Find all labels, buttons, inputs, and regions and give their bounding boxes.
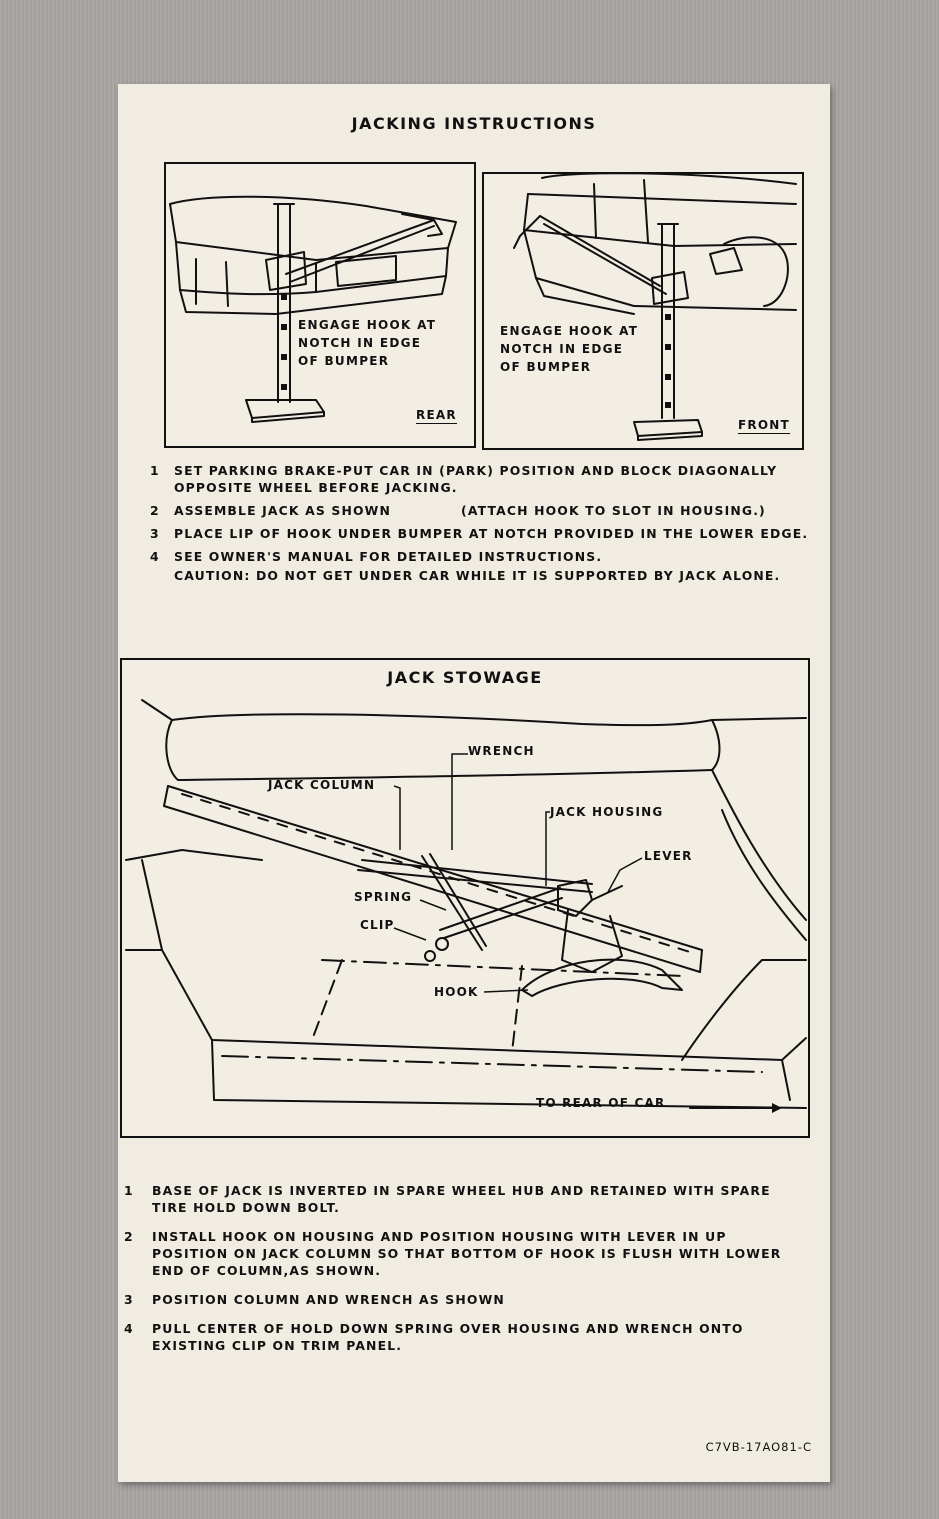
step-number: 3 (124, 1292, 134, 1307)
jacking-step (150, 548, 816, 565)
step-text: PULL CENTER OF HOLD DOWN SPRING OVER HOUSING AND WRENCH ONTO EXISTING CLIP ON TRIM PANEL. (152, 1321, 744, 1353)
stowage-step (124, 1182, 804, 1216)
page-title: JACKING INSTRUCTIONS (351, 114, 597, 133)
step-text-note: (ATTACH HOOK TO SLOT IN HOUSING.) (461, 503, 766, 518)
rear-bumper-drawing (166, 164, 474, 446)
rear-of-car-label: TO REAR OF CAR (536, 1096, 666, 1110)
step-number: 2 (150, 503, 160, 518)
front-caption-line-2: NOTCH IN EDGE (500, 342, 624, 356)
rear-caption (298, 316, 436, 370)
jack-housing-label: JACK HOUSING (550, 805, 664, 819)
rear-caption-line-2: NOTCH IN EDGE (298, 336, 422, 350)
step-text: BASE OF JACK IS INVERTED IN SPARE WHEEL HUB AND RETAINED WITH SPARE TIRE HOLD DOWN BOLT. (152, 1183, 771, 1215)
step-number: 2 (124, 1229, 134, 1244)
front-bumper-drawing (484, 174, 802, 448)
step-text: PLACE LIP OF HOOK UNDER BUMPER AT NOTCH PROVIDED IN THE LOWER EDGE. (174, 526, 809, 541)
front-caption-line-1: ENGAGE HOOK AT (500, 324, 639, 338)
jacking-instructions-label (118, 84, 830, 1482)
rear-caption-line-1: ENGAGE HOOK AT (298, 318, 437, 332)
rear-jack-illustration (164, 162, 476, 448)
step-number: 1 (150, 463, 160, 478)
stowage-step (124, 1320, 804, 1354)
stowage-drawing (122, 660, 808, 1136)
front-caption (500, 322, 638, 376)
jacking-step (150, 462, 816, 496)
jack-column-label: JACK COLUMN (268, 778, 376, 792)
front-tag: FRONT (738, 418, 790, 432)
stowage-step (124, 1228, 804, 1279)
rear-tag: REAR (416, 408, 457, 422)
step-text: SEE OWNER'S MANUAL FOR DETAILED INSTRUCTIONS. (174, 549, 603, 564)
step-text: INSTALL HOOK ON HOUSING AND POSITION HOUSING WITH LEVER IN UP POSITION ON JACK COLUMN SO THAT BOTTOM OF HOOK IS FLUSH WITH LOWER END OF COLUMN,AS SHOWN. (152, 1229, 782, 1278)
step-number: 1 (124, 1183, 134, 1198)
jacking-step (150, 502, 816, 519)
stowage-steps (124, 1182, 804, 1360)
step-number: 3 (150, 526, 160, 541)
jack-stowage-illustration (120, 658, 810, 1138)
step-text: POSITION COLUMN AND WRENCH AS SHOWN (152, 1292, 505, 1307)
spring-label: SPRING (354, 890, 413, 904)
stowage-title: JACK STOWAGE (387, 668, 543, 687)
front-jack-illustration (482, 172, 804, 450)
lever-label: LEVER (644, 849, 693, 863)
front-caption-line-3: OF BUMPER (500, 360, 592, 374)
step-text: ASSEMBLE JACK AS SHOWN (174, 503, 391, 518)
wrench-label: WRENCH (468, 744, 535, 758)
hook-label: HOOK (434, 985, 479, 999)
jacking-step (150, 525, 816, 542)
caution-text: CAUTION: DO NOT GET UNDER CAR WHILE IT IS SUPPORTED BY JACK ALONE. (174, 568, 781, 583)
step-number: 4 (150, 549, 160, 564)
step-number: 4 (124, 1321, 134, 1336)
stowage-step (124, 1291, 804, 1308)
step-text: SET PARKING BRAKE-PUT CAR IN (PARK) POSITION AND BLOCK DIAGONALLY OPPOSITE WHEEL BEFORE JACKING. (174, 463, 778, 495)
rear-caption-line-3: OF BUMPER (298, 354, 390, 368)
part-code: C7VB-17AO81-C (705, 1440, 812, 1454)
clip-label: CLIP (360, 918, 395, 932)
caution-note (150, 567, 816, 584)
jacking-steps (150, 462, 816, 590)
